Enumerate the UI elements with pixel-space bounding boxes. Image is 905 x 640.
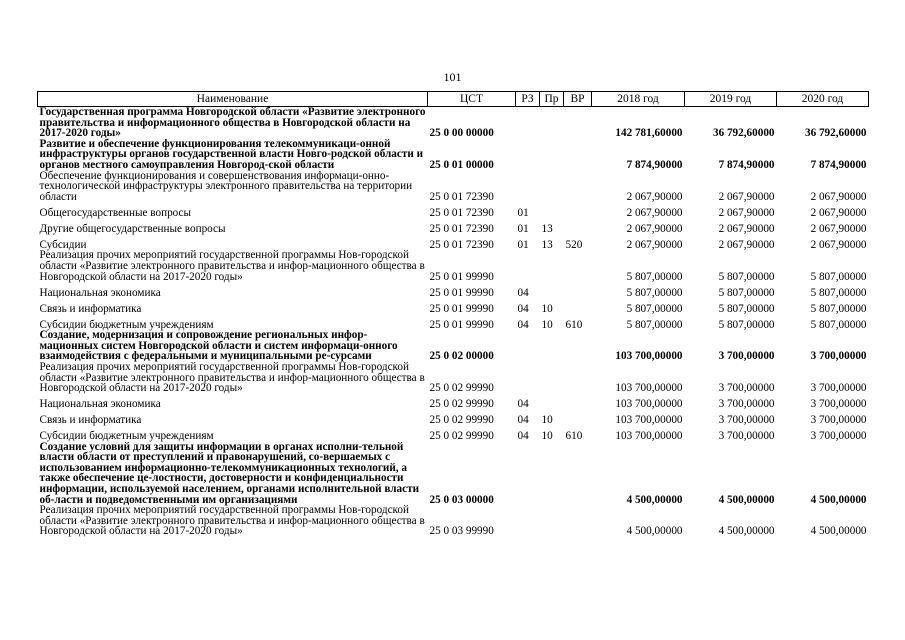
cell-2019: 5 807,00000 xyxy=(718,318,775,331)
cell-rz xyxy=(516,362,540,394)
header-rz: РЗ xyxy=(516,92,540,107)
cell-cst: 25 0 01 72390 xyxy=(429,222,494,235)
cell-rz: 01 xyxy=(517,238,529,251)
cell-name: Государственная программа Новгородской области «Развитие электронного правительства и информационного общества в Новгородской области на 2017-2020 годы» xyxy=(39,106,426,140)
cell-pr xyxy=(540,250,564,282)
cell-name: Реализация прочих мероприятий государственной программы Нов-городской области «Развитие электронного правительства и инфор-мационного общества в Новгородской области на 2017-2020 годы» xyxy=(39,504,425,538)
cell-rz xyxy=(516,505,540,537)
cell-2018: 4 500,00000 xyxy=(626,525,683,538)
cell-cst: 25 0 02 99990 xyxy=(429,414,494,427)
cell-rz: 04 xyxy=(517,302,529,315)
cell-rz: 04 xyxy=(517,398,529,411)
cell-vr xyxy=(564,171,592,203)
cell-2018: 2 067,90000 xyxy=(626,222,683,235)
cell-2018: 5 807,00000 xyxy=(626,318,683,331)
header-2018: 2018 год xyxy=(592,92,685,107)
cell-cst: 25 0 01 72390 xyxy=(429,238,494,251)
cell-2019: 5 807,00000 xyxy=(718,270,775,283)
cell-2020: 2 067,90000 xyxy=(810,238,867,251)
cell-2018: 5 807,00000 xyxy=(626,270,683,283)
cell-2020: 2 067,90000 xyxy=(810,206,867,219)
table-row xyxy=(38,362,869,394)
cell-rz xyxy=(516,250,540,282)
cell-2020: 2 067,90000 xyxy=(810,222,867,235)
cell-2019: 2 067,90000 xyxy=(718,190,775,203)
table-row xyxy=(38,171,869,203)
cell-cst: 25 0 01 72390 xyxy=(429,206,494,219)
cell-2018: 103 700,00000 xyxy=(615,398,683,411)
cell-rz: 01 xyxy=(517,222,529,235)
cell-2019: 5 807,00000 xyxy=(718,286,775,299)
cell-2020: 3 700,00000 xyxy=(810,414,867,427)
cell-pr: 10 xyxy=(541,302,553,315)
cell-rz xyxy=(516,171,540,203)
cell-2020: 3 700,00000 xyxy=(810,430,867,443)
cell-name: Субсидии бюджетным учреждениям xyxy=(39,430,214,443)
cell-vr xyxy=(564,298,592,314)
table-row xyxy=(38,250,869,282)
cell-2018: 2 067,90000 xyxy=(626,238,683,251)
cell-name: Реализация прочих мероприятий государственной программы Нов-городской области «Развитие электронного правительства и инфор-мационного общества в Новгородской области на 2017-2020 годы» xyxy=(39,360,425,395)
table-row xyxy=(38,442,869,506)
cell-rz: 01 xyxy=(517,206,529,219)
cell-2020: 4 500,00000 xyxy=(810,493,867,506)
cell-rz xyxy=(516,442,540,506)
cell-2018: 5 807,00000 xyxy=(626,286,683,299)
cell-2019: 2 067,90000 xyxy=(718,206,775,219)
cell-2018: 7 874,90000 xyxy=(626,158,683,171)
cell-rz: 04 xyxy=(517,430,529,443)
cell-name: Другие общегосударственные вопросы xyxy=(39,222,226,235)
cell-name: Развитие и обеспечение функционирования телекоммуникаци-онной инфраструктуры органов государственной власти Новго-родской области и органов местного самоуправления Новгород-ской области xyxy=(39,137,424,171)
cell-2018: 103 700,00000 xyxy=(615,382,683,395)
cell-pr xyxy=(540,107,564,139)
table-row xyxy=(38,107,869,139)
cell-cst: 25 0 01 00000 xyxy=(429,158,494,171)
cell-2020: 5 807,00000 xyxy=(810,286,867,299)
cell-2018: 5 807,00000 xyxy=(626,302,683,315)
cell-rz: 04 xyxy=(517,414,529,427)
cell-2018: 142 781,60000 xyxy=(615,127,683,140)
cell-vr xyxy=(564,218,592,234)
cell-2020: 5 807,00000 xyxy=(810,302,867,315)
cell-2019: 4 500,00000 xyxy=(718,525,775,538)
table-row xyxy=(38,282,869,298)
cell-pr xyxy=(540,330,564,362)
table-row xyxy=(38,218,869,234)
cell-pr xyxy=(540,442,564,506)
page-number: 101 xyxy=(443,70,462,84)
cell-2019: 36 792,60000 xyxy=(712,127,775,140)
cell-2020: 3 700,00000 xyxy=(810,382,867,395)
cell-pr xyxy=(540,362,564,394)
header-2019: 2019 год xyxy=(685,92,777,107)
cell-vr xyxy=(564,282,592,298)
cell-2019: 3 700,00000 xyxy=(718,414,775,427)
cell-2020: 5 807,00000 xyxy=(810,270,867,283)
cell-name: Национальная экономика xyxy=(39,398,161,411)
table-row xyxy=(38,314,869,330)
cell-cst: 25 0 00 00000 xyxy=(429,127,494,140)
cell-pr xyxy=(540,171,564,203)
cell-name: Реализация прочих мероприятий государственной программы Нов-городской области «Развитие электронного правительства и инфор-мационного общества в Новгородской области на 2017-2020 годы» xyxy=(39,249,425,283)
table-row xyxy=(38,394,869,410)
header-name: Наименование xyxy=(38,92,428,107)
cell-vr xyxy=(564,362,592,394)
cell-vr xyxy=(564,107,592,139)
cell-cst: 25 0 02 99990 xyxy=(429,430,494,443)
table-row xyxy=(38,330,869,362)
cell-name: Субсидии xyxy=(39,238,87,251)
cell-vr xyxy=(564,394,592,410)
cell-vr xyxy=(564,202,592,218)
cell-2019: 7 874,90000 xyxy=(718,158,775,171)
cell-name: Обеспечение функционирования и совершенствования информаци-онно- технологической инфраструктуры электронного правительства на территории области xyxy=(39,169,413,203)
cell-2018: 2 067,90000 xyxy=(626,190,683,203)
cell-cst: 25 0 01 99990 xyxy=(429,318,494,331)
cell-2019: 3 700,00000 xyxy=(718,382,775,395)
cell-pr: 13 xyxy=(541,222,553,235)
cell-name: Связь и информатика xyxy=(39,414,142,427)
cell-pr xyxy=(540,282,564,298)
table-row xyxy=(38,298,869,314)
cell-2020: 2 067,90000 xyxy=(810,190,867,203)
cell-pr: 10 xyxy=(541,318,553,331)
header-pr: Пр xyxy=(540,92,564,107)
cell-2020: 36 792,60000 xyxy=(804,127,867,140)
header-vr: ВР xyxy=(564,92,592,107)
cell-2019: 2 067,90000 xyxy=(718,238,775,251)
cell-cst: 25 0 03 00000 xyxy=(429,493,494,506)
cell-cst: 25 0 02 00000 xyxy=(429,350,494,363)
cell-2019: 5 807,00000 xyxy=(718,302,775,315)
table-row xyxy=(38,202,869,218)
cell-pr: 10 xyxy=(541,414,553,427)
cell-rz: 04 xyxy=(517,318,529,331)
cell-rz: 04 xyxy=(517,286,529,299)
cell-cst: 25 0 02 99990 xyxy=(429,382,494,395)
cell-pr xyxy=(540,505,564,537)
table-row xyxy=(38,410,869,426)
table-row xyxy=(38,505,869,537)
cell-vr xyxy=(564,505,592,537)
cell-name: Общегосударственные вопросы xyxy=(39,206,192,219)
cell-cst: 25 0 01 72390 xyxy=(429,190,494,203)
cell-2020: 4 500,00000 xyxy=(810,525,867,538)
cell-vr: 520 xyxy=(565,238,583,251)
cell-2019: 4 500,00000 xyxy=(718,493,775,506)
table-row xyxy=(38,234,869,250)
cell-vr xyxy=(564,139,592,171)
cell-pr xyxy=(540,202,564,218)
cell-vr: 610 xyxy=(565,430,583,443)
cell-2018: 4 500,00000 xyxy=(626,493,683,506)
cell-2019: 3 700,00000 xyxy=(718,398,775,411)
cell-cst: 25 0 02 99990 xyxy=(429,398,494,411)
cell-rz xyxy=(516,139,540,171)
cell-rz xyxy=(516,107,540,139)
cell-name: Создание условий для защиты информации в органах исполни-тельной власти области от преступлений и правонарушений, со-вершаемых с использованием информационно-телекоммуникационных технологий, а также обеспечение це-лостности, достоверности и конфиденциальности информации, используемой населением, органами исполнительной власти об-ласти и подведомственными им организациями xyxy=(39,440,420,506)
cell-name: Субсидии бюджетным учреждениям xyxy=(39,318,214,331)
cell-2018: 103 700,00000 xyxy=(615,414,683,427)
cell-2019: 2 067,90000 xyxy=(718,222,775,235)
cell-vr: 610 xyxy=(565,318,583,331)
cell-cst: 25 0 01 99990 xyxy=(429,302,494,315)
cell-2019: 3 700,00000 xyxy=(718,430,775,443)
cell-2020: 5 807,00000 xyxy=(810,318,867,331)
cell-name: Создание, модернизация и сопровождение региональных инфор-мационных систем Новгородской области и систем информаци-онного взаимодействия с федеральными и муниципальными ре-сурсами xyxy=(39,329,398,363)
cell-vr xyxy=(564,442,592,506)
cell-2020: 3 700,00000 xyxy=(810,350,867,363)
table-header-row xyxy=(38,92,869,107)
cell-2020: 3 700,00000 xyxy=(810,398,867,411)
cell-2018: 103 700,00000 xyxy=(615,350,683,363)
cell-vr xyxy=(564,330,592,362)
table-row xyxy=(38,139,869,171)
cell-vr xyxy=(564,410,592,426)
cell-2018: 2 067,90000 xyxy=(626,206,683,219)
cell-2020: 7 874,90000 xyxy=(810,158,867,171)
cell-name: Национальная экономика xyxy=(39,286,161,299)
table-row xyxy=(38,426,869,442)
cell-pr: 10 xyxy=(541,430,553,443)
cell-rz xyxy=(516,330,540,362)
budget-table xyxy=(37,91,869,537)
cell-name: Связь и информатика xyxy=(39,302,142,315)
header-2020: 2020 год xyxy=(777,92,869,107)
cell-2018: 103 700,00000 xyxy=(615,430,683,443)
cell-cst: 25 0 01 99990 xyxy=(429,286,494,299)
header-cst: ЦСТ xyxy=(428,92,516,107)
cell-pr: 13 xyxy=(541,238,553,251)
cell-2019: 3 700,00000 xyxy=(718,350,775,363)
cell-pr xyxy=(540,394,564,410)
cell-vr xyxy=(564,250,592,282)
cell-cst: 25 0 03 99990 xyxy=(429,525,494,538)
cell-cst: 25 0 01 99990 xyxy=(429,270,494,283)
cell-pr xyxy=(540,139,564,171)
